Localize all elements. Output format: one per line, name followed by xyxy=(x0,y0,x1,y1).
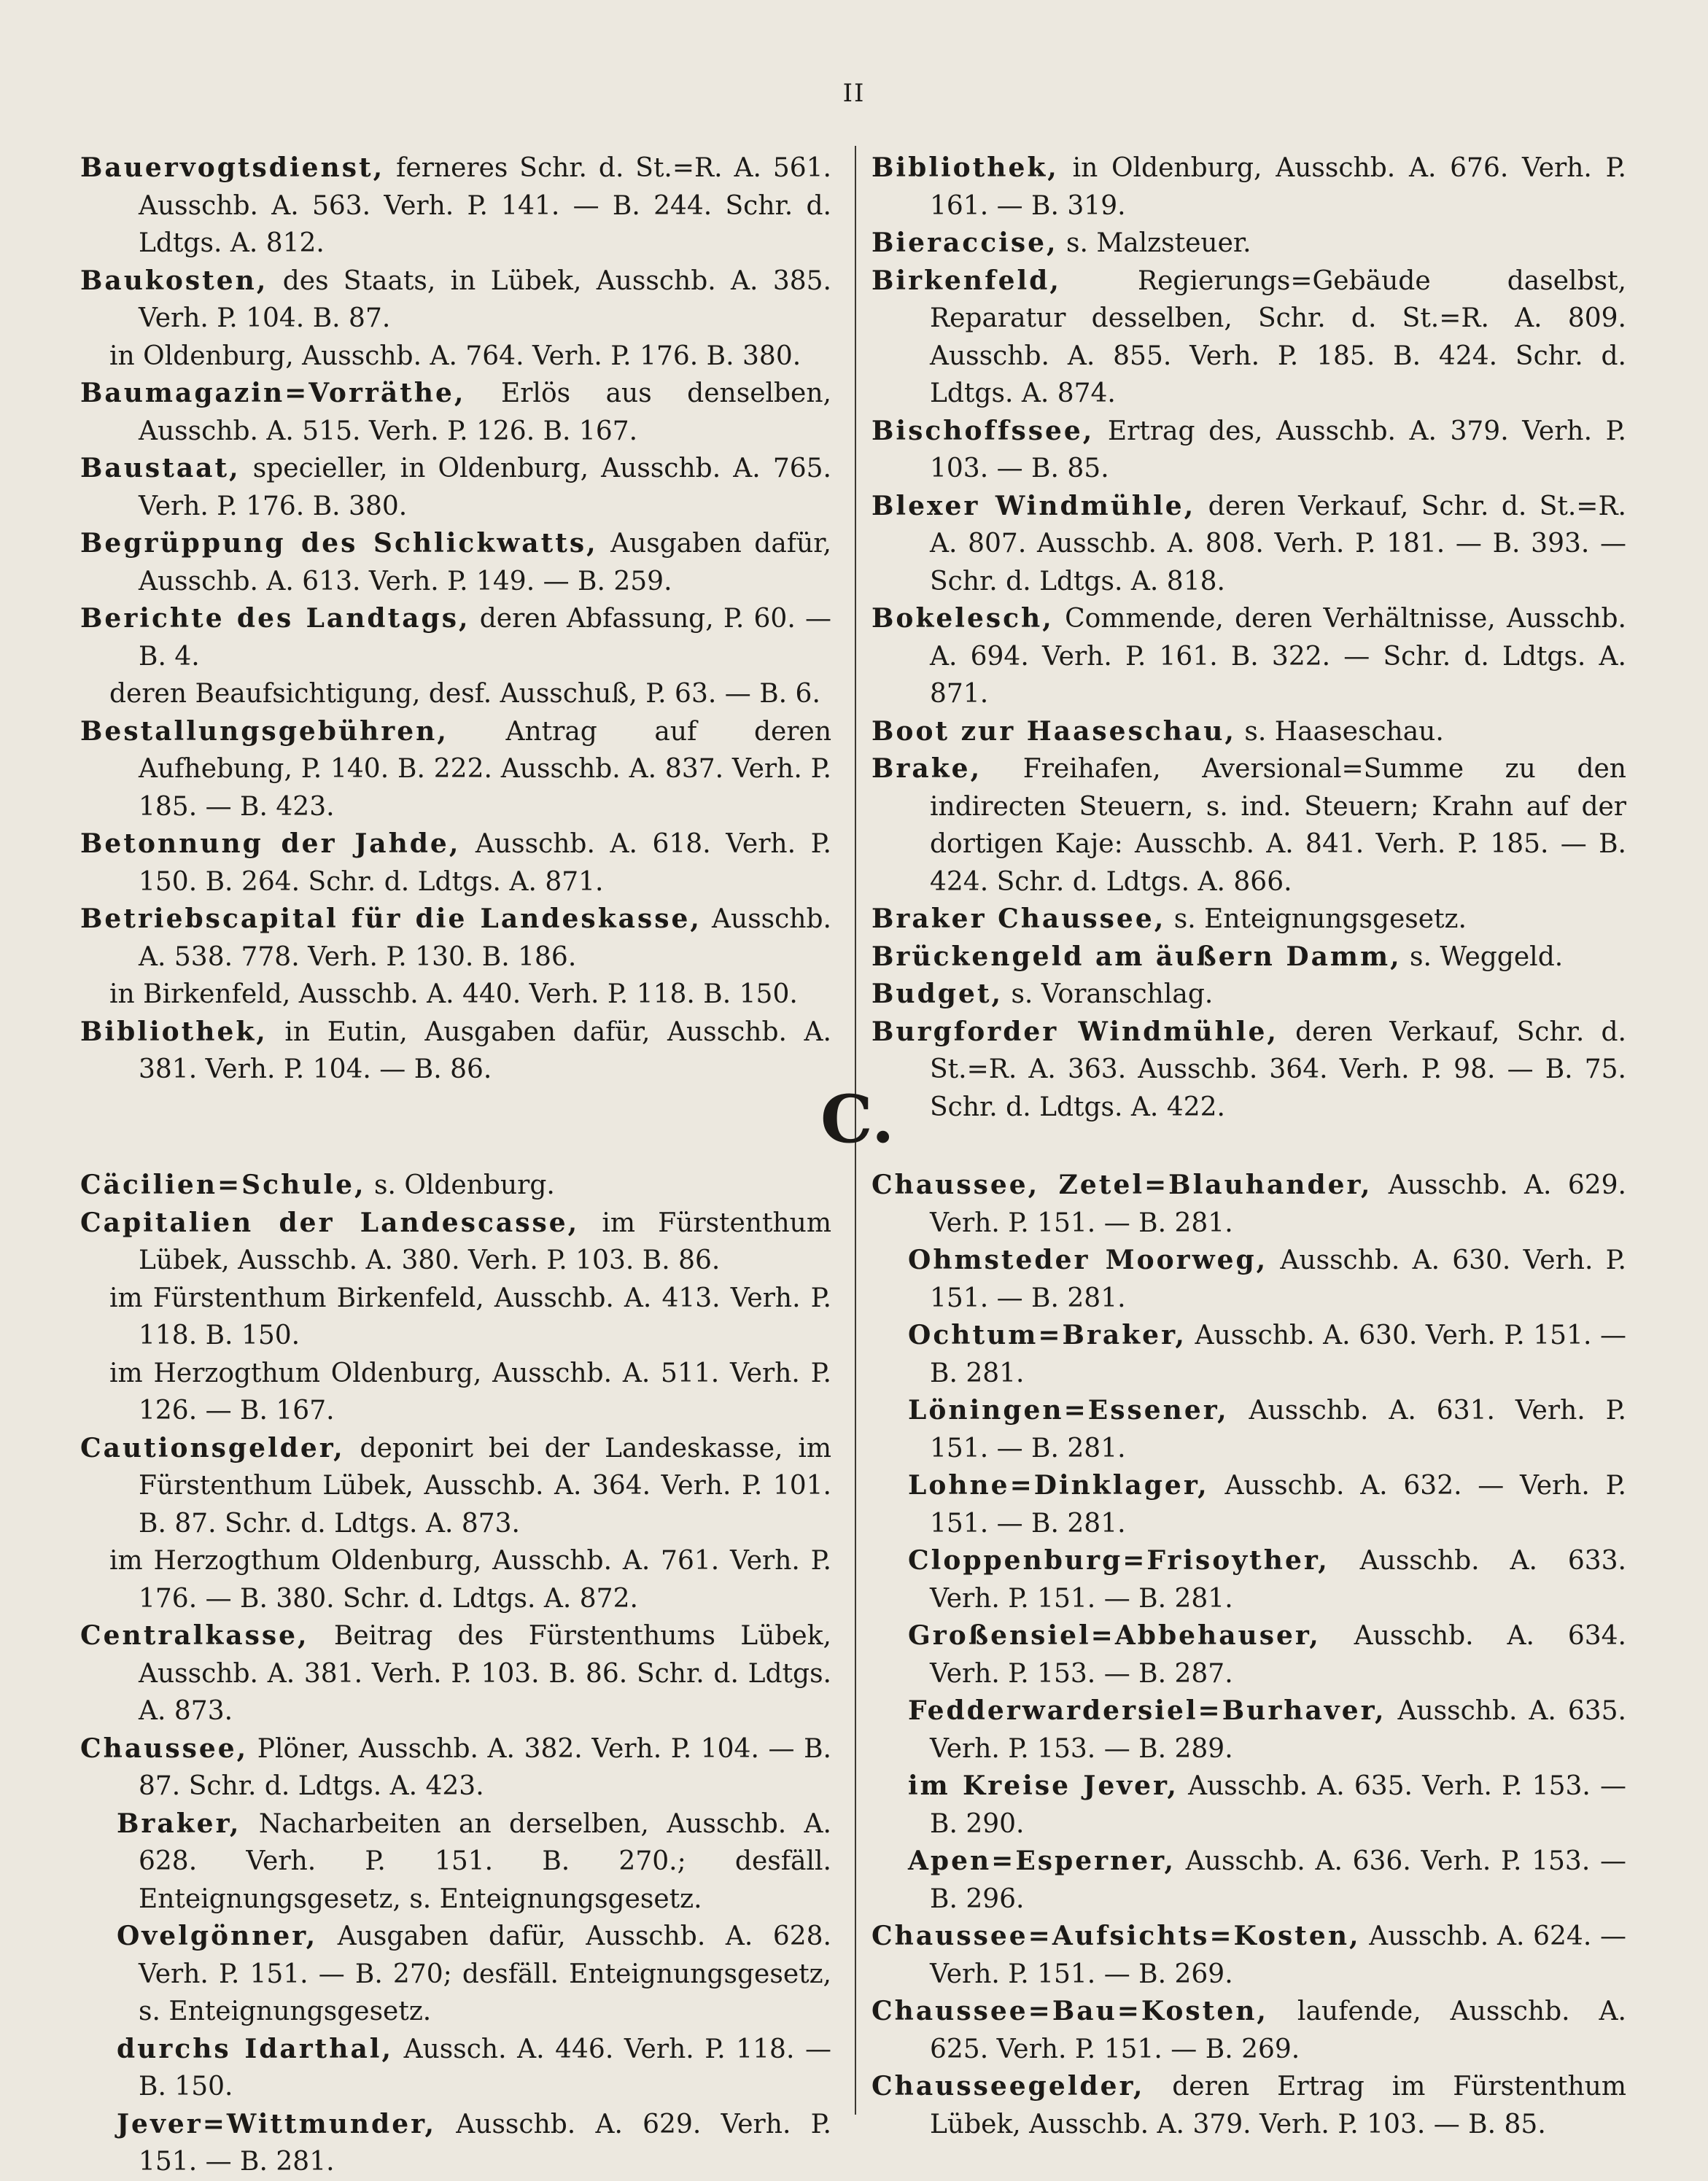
index-entry xyxy=(872,1014,1626,1127)
entry-text: Ausschb. A. 633. Verh. P. 151. — B. 281. xyxy=(930,1546,1626,1614)
index-entry xyxy=(872,1692,1626,1768)
entry-keyword: Baustaat, xyxy=(80,453,241,483)
index-entry xyxy=(872,750,1626,901)
index-entry xyxy=(80,338,831,376)
index-entry xyxy=(80,1617,831,1730)
entry-text: Aussch. A. 446. Verh. P. 118. — B. 150. xyxy=(139,2034,831,2102)
index-entry xyxy=(80,901,831,976)
index-entry xyxy=(872,2068,1626,2143)
entry-keyword: Großensiel=Abbehauser, xyxy=(908,1620,1321,1651)
entry-text: des Staats, in Lübek, Ausschb. A. 385. Verh. P. 104. B. 87. xyxy=(139,265,831,333)
entry-text: deren Verkauf, Schr. d. St.=R. A. 807. Ausschb. A. 808. Verh. P. 181. — B. 393. — Schr. d. Ldtgs. A. 818. xyxy=(930,491,1627,596)
entry-text: Regierungs=Gebäude daselbst, Reparatur desselben, Schr. d. St.=R. A. 809. Ausschb. A. 855. Verh. P. 185. B. 424. Schr. d. Ldtgs. A. 874. xyxy=(930,265,1626,408)
entry-keyword: Chaussee=Aufsichts=Kosten, xyxy=(872,1921,1361,1951)
entry-text: in Birkenfeld, Ausschb. A. 440. Verh. P. 118. B. 150. xyxy=(109,979,798,1009)
index-entry xyxy=(80,375,831,450)
section-letter: C. xyxy=(820,1081,895,1158)
index-entry xyxy=(872,1918,1626,1993)
entry-text: deren Ertrag im Fürstenthum Lübek, Ausschb. A. 379. Verh. P. 103. — B. 85. xyxy=(930,2072,1626,2139)
entry-keyword: Berichte des Landtags, xyxy=(80,603,470,634)
entry-text: Commende, deren Verhältnisse, Ausschb. A. 694. Verh. P. 161. B. 322. — Schr. d. Ldtgs. A. 871. xyxy=(930,604,1626,709)
entry-text: Ausschb. A. 630. Verh. P. 151. — B. 281. xyxy=(930,1245,1626,1313)
index-entry xyxy=(80,675,831,713)
entry-text: deren Abfassung, P. 60. — B. 4. xyxy=(139,604,831,672)
entry-keyword: Betonnung der Jahde, xyxy=(80,828,461,859)
entry-keyword: Begrüppung des Schlickwatts, xyxy=(80,528,598,559)
column-left-c xyxy=(80,1167,831,2181)
entry-text: deren Verkauf, Schr. d. St.=R. A. 363. Ausschb. 364. Verh. P. 98. — B. 75. Schr. d. Ldtgs. A. 422. xyxy=(930,1016,1626,1122)
entry-keyword: Cautionsgelder, xyxy=(80,1432,345,1463)
entry-text: Antrag auf deren Aufhebung, P. 140. B. 222. Ausschb. A. 837. Verh. P. 185. — B. 423. xyxy=(139,716,831,822)
entry-keyword: Boot zur Haaseschau, xyxy=(872,715,1236,747)
index-entry xyxy=(872,1768,1626,1843)
index-entry xyxy=(80,149,831,263)
entry-text: Ausschb. A. 629. Verh. P. 151. — B. 281. xyxy=(930,1170,1626,1238)
entry-text: Ausschb. A. 636. Verh. P. 153. — B. 296. xyxy=(930,1846,1626,1914)
entry-keyword: Bauervogtsdienst, xyxy=(80,152,385,183)
entry-keyword: Bischoffssee, xyxy=(872,415,1095,446)
index-entry xyxy=(872,413,1626,488)
entry-text: s. Voranschlag. xyxy=(1003,979,1214,1009)
index-entry xyxy=(872,1242,1626,1317)
entry-text: s. Enteignungsgesetz. xyxy=(1165,904,1467,934)
entry-text: deren Beaufsichtigung, desf. Ausschuß, P. 63. — B. 6. xyxy=(109,679,820,709)
index-entry xyxy=(80,1355,831,1430)
entry-text: Freihafen, Aversional=Summe zu den indirecten Steuern, s. ind. Steuern; Krahn auf der dortigen Kaje: Ausschb. A. 841. Verh. P. 185. — B. 424. Schr. d. Ldtgs. A. 866. xyxy=(930,754,1626,897)
entry-text: Ausschb. A. 632. — Verh. P. 151. — B. 281. xyxy=(930,1471,1626,1539)
entry-keyword: Betriebscapital für die Landeskasse, xyxy=(80,903,702,934)
entry-text: Ausschb. A. 538. 778. Verh. P. 130. B. 186. xyxy=(139,904,831,972)
entry-keyword: Löningen=Essener, xyxy=(908,1395,1229,1426)
page-number: II xyxy=(842,79,866,108)
index-entry xyxy=(872,149,1626,225)
entry-keyword: Chaussee, Zetel=Blauhander, xyxy=(872,1170,1373,1200)
entry-text: in Eutin, Ausgaben dafür, Ausschb. A. 381. Verh. P. 104. — B. 86. xyxy=(139,1016,831,1084)
index-entry xyxy=(80,1014,831,1089)
index-entry xyxy=(872,1467,1626,1542)
entry-text: Ausschb. A. 629. Verh. P. 151. — B. 281. xyxy=(139,2109,831,2177)
entry-keyword: Braker, xyxy=(117,1808,241,1839)
entry-text: laufende, Ausschb. A. 625. Verh. P. 151. — B. 269. xyxy=(930,1997,1626,2064)
index-entry xyxy=(872,1167,1626,1242)
index-entry xyxy=(80,600,831,675)
entry-text: s. Haaseschau. xyxy=(1235,716,1444,747)
index-entry xyxy=(80,1542,831,1617)
entry-text: Ausschb. A. 634. Verh. P. 153. — B. 287. xyxy=(930,1621,1626,1689)
index-entry xyxy=(872,1542,1626,1617)
entry-keyword: Blexer Windmühle, xyxy=(872,490,1196,521)
entry-text: Nacharbeiten an derselben, Ausschb. A. 628. Verh. P. 151. B. 270.; desfäll. Enteignungsgesetz, s. Enteignungsgesetz. xyxy=(139,1808,831,1914)
index-entry xyxy=(80,450,831,525)
entry-keyword: Capitalien der Landescasse, xyxy=(80,1207,580,1238)
entry-text: deponirt bei der Landeskasse, im Fürstenthum Lübek, Ausschb. A. 364. Verh. P. 101. B. 87. Schr. d. Ldtgs. A. 873. xyxy=(139,1433,831,1539)
index-entry xyxy=(80,1280,831,1355)
entry-text: Ausgaben dafür, Ausschb. A. 628. Verh. P. 151. — B. 270; desfäll. Enteignungsgesetz, s. Enteignungsgesetz. xyxy=(139,1921,831,2026)
entry-keyword: Fedderwardersiel=Burhaver, xyxy=(908,1695,1386,1726)
column-right-c xyxy=(872,1167,1626,2143)
index-entry xyxy=(80,976,831,1014)
entry-keyword: Cäcilien=Schule, xyxy=(80,1170,366,1200)
entry-keyword: Chaussee=Bau=Kosten, xyxy=(872,1996,1268,2026)
entry-text: Ausschb. A. 631. Verh. P. 151. — B. 281. xyxy=(930,1396,1626,1463)
entry-keyword: Bibliothek, xyxy=(80,1016,268,1047)
entry-text: Plöner, Ausschb. A. 382. Verh. P. 104. — B. 87. Schr. d. Ldtgs. A. 423. xyxy=(139,1733,831,1801)
entry-text: Ausschb. A. 618. Verh. P. 150. B. 264. Schr. d. Ldtgs. A. 871. xyxy=(139,829,831,897)
entry-keyword: Brückengeld am äußern Damm, xyxy=(872,941,1402,972)
entry-keyword: Birkenfeld, xyxy=(872,265,1061,296)
index-entry xyxy=(872,1317,1626,1392)
entry-keyword: Baumagazin=Vorräthe, xyxy=(80,378,466,408)
index-entry xyxy=(80,713,831,826)
index-entry xyxy=(872,1392,1626,1467)
index-entry xyxy=(872,1993,1626,2068)
entry-keyword: Chaussee, xyxy=(80,1733,249,1764)
entry-keyword: Chausseegelder, xyxy=(872,2071,1145,2102)
index-entry xyxy=(80,1730,831,1805)
index-entry xyxy=(872,938,1626,976)
entry-keyword: Budget, xyxy=(872,979,1004,1009)
entry-text: specieller, in Oldenburg, Ausschb. A. 765. Verh. P. 176. B. 380. xyxy=(139,454,831,521)
index-entry xyxy=(872,901,1626,938)
index-entry xyxy=(80,525,831,600)
index-entry xyxy=(872,713,1626,751)
entry-text: Ausschb. A. 635. Verh. P. 153. — B. 289. xyxy=(930,1696,1626,1764)
index-entry xyxy=(872,1617,1626,1692)
index-entry xyxy=(80,1205,831,1280)
entry-text: Ausgaben dafür, Ausschb. A. 613. Verh. P. 149. — B. 259. xyxy=(139,529,831,596)
index-entry xyxy=(872,976,1626,1014)
entry-text: in Oldenburg, Ausschb. A. 764. Verh. P. 176. B. 380. xyxy=(109,341,801,371)
entry-keyword: Brake, xyxy=(872,753,982,784)
entry-text: im Fürstenthum Birkenfeld, Ausschb. A. 413. Verh. P. 118. B. 150. xyxy=(109,1283,831,1350)
column-left-b xyxy=(80,149,831,1089)
entry-text: im Fürstenthum Lübek, Ausschb. A. 380. Verh. P. 103. B. 86. xyxy=(139,1208,831,1275)
entry-keyword: Ohmsteder Moorweg, xyxy=(908,1245,1268,1275)
index-entry xyxy=(872,600,1626,713)
index-entry xyxy=(80,2106,831,2181)
entry-keyword: durchs Idarthal, xyxy=(117,2033,393,2064)
column-right-b xyxy=(872,149,1626,1126)
entry-text: im Herzogthum Oldenburg, Ausschb. A. 511. Verh. P. 126. — B. 167. xyxy=(109,1358,831,1426)
entry-text: Beitrag des Fürstenthums Lübek, Ausschb. A. 381. Verh. P. 103. B. 86. Schr. d. Ldtgs. A. 873. xyxy=(139,1621,831,1726)
entry-text: ferneres Schr. d. St.=R. A. 561. Ausschb. A. 563. Verh. P. 141. — B. 244. Schr. d. Ldtgs. A. 812. xyxy=(139,153,831,258)
entry-keyword: Ochtum=Braker, xyxy=(908,1320,1187,1350)
entry-keyword: Bestallungsgebühren, xyxy=(80,715,449,747)
entry-text: Ausschb. A. 630. Verh. P. 151. — B. 281. xyxy=(930,1321,1626,1388)
entry-keyword: Braker Chaussee, xyxy=(872,903,1166,934)
entry-keyword: Bieraccise, xyxy=(872,228,1058,258)
entry-keyword: Cloppenburg=Frisoyther, xyxy=(908,1545,1329,1576)
index-entry xyxy=(872,1843,1626,1918)
entry-text: im Herzogthum Oldenburg, Ausschb. A. 761. Verh. P. 176. — B. 380. Schr. d. Ldtgs. A. 872. xyxy=(109,1546,831,1614)
index-entry xyxy=(872,488,1626,601)
index-entry xyxy=(80,263,831,338)
entry-text: s. Oldenburg. xyxy=(365,1170,555,1200)
entry-text: Erlös aus denselben, Ausschb. A. 515. Verh. P. 126. B. 167. xyxy=(139,378,831,446)
entry-text: s. Weggeld. xyxy=(1401,941,1564,972)
entry-text: s. Malzsteuer. xyxy=(1057,228,1251,258)
index-entry xyxy=(80,1805,831,1918)
index-entry xyxy=(872,225,1626,263)
entry-keyword: Jever=Wittmunder, xyxy=(117,2108,437,2139)
entry-text: Ausschb. A. 635. Verh. P. 153. — B. 290. xyxy=(930,1771,1626,1839)
entry-keyword: Lohne=Dinklager, xyxy=(908,1470,1209,1501)
entry-keyword: im Kreise Jever, xyxy=(908,1770,1179,1801)
index-entry xyxy=(80,1167,831,1205)
entry-keyword: Apen=Esperner, xyxy=(908,1846,1176,1876)
entry-text: in Oldenburg, Ausschb. A. 676. Verh. P. 161. — B. 319. xyxy=(930,153,1626,221)
entry-text: Ertrag des, Ausschb. A. 379. Verh. P. 103. — B. 85. xyxy=(930,416,1626,483)
index-entry xyxy=(80,1918,831,2031)
index-entry xyxy=(80,2031,831,2106)
index-entry xyxy=(80,825,831,901)
entry-text: Ausschb. A. 624. — Verh. P. 151. — B. 269. xyxy=(930,1921,1626,1989)
entry-keyword: Centralkasse, xyxy=(80,1620,309,1651)
entry-keyword: Bibliothek, xyxy=(872,152,1059,183)
index-entry xyxy=(80,1430,831,1543)
entry-keyword: Ovelgönner, xyxy=(117,1921,318,1951)
entry-keyword: Burgforder Windmühle, xyxy=(872,1016,1278,1047)
entry-keyword: Baukosten, xyxy=(80,265,268,296)
entry-keyword: Bokelesch, xyxy=(872,603,1054,634)
index-entry xyxy=(872,263,1626,413)
